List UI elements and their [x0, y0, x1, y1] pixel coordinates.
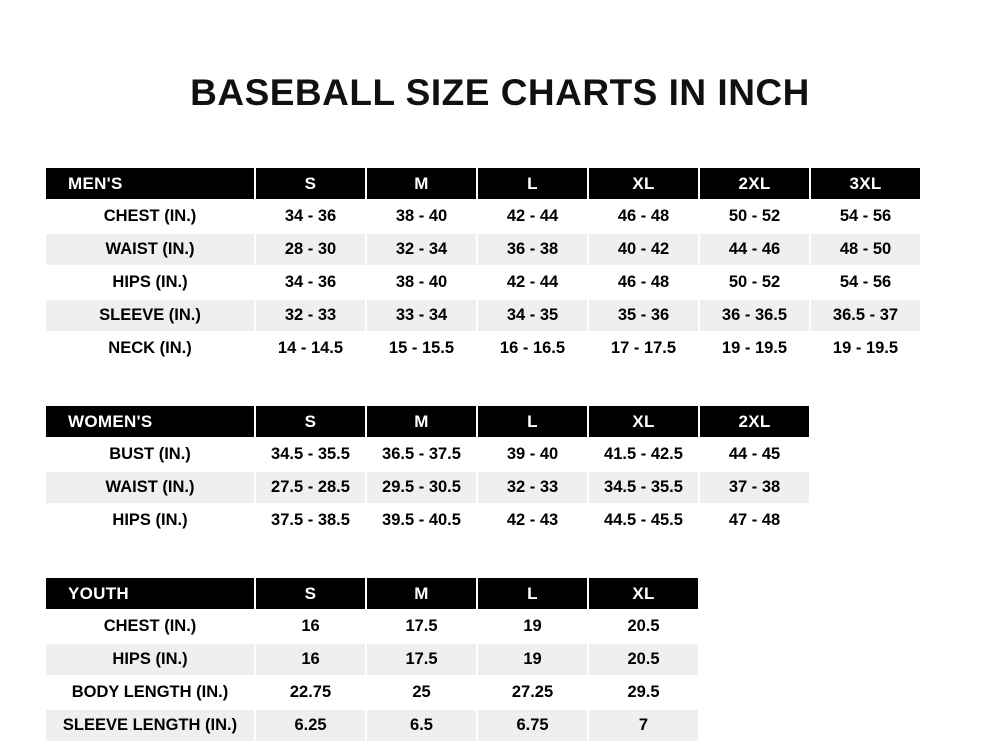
- womens-waist-l: 32 - 33: [477, 471, 588, 504]
- table-row: [45, 471, 810, 504]
- womens-waist-2xl: 37 - 38: [699, 471, 810, 504]
- table-row: [45, 266, 921, 299]
- table-row: [45, 504, 810, 537]
- mens-hips-3xl: 54 - 56: [810, 266, 921, 299]
- youth-body-length-s: 22.75: [255, 676, 366, 709]
- youth-header-m: M: [366, 577, 477, 610]
- mens-header-l: L: [477, 167, 588, 200]
- youth-body-length-m: 25: [366, 676, 477, 709]
- womens-row-label-hips: HIPS (IN.): [45, 504, 255, 537]
- mens-hips-2xl: 50 - 52: [699, 266, 810, 299]
- youth-sleeve-length-s: 6.25: [255, 709, 366, 742]
- youth-row-label-body-length: BODY LENGTH (IN.): [45, 676, 255, 709]
- youth-hips-xl: 20.5: [588, 643, 699, 676]
- youth-hips-m: 17.5: [366, 643, 477, 676]
- mens-row-label-waist: WAIST (IN.): [45, 233, 255, 266]
- mens-table-head: [45, 167, 921, 200]
- womens-waist-xl: 34.5 - 35.5: [588, 471, 699, 504]
- womens-header-m: M: [366, 405, 477, 438]
- mens-waist-xl: 40 - 42: [588, 233, 699, 266]
- womens-hips-m: 39.5 - 40.5: [366, 504, 477, 537]
- table-row: [45, 709, 699, 742]
- mens-row-label-neck: NECK (IN.): [45, 332, 255, 365]
- youth-hips-s: 16: [255, 643, 366, 676]
- mens-hips-s: 34 - 36: [255, 266, 366, 299]
- womens-header-xl: XL: [588, 405, 699, 438]
- youth-body-length-l: 27.25: [477, 676, 588, 709]
- table-row: [45, 676, 699, 709]
- mens-waist-m: 32 - 34: [366, 233, 477, 266]
- mens-chest-s: 34 - 36: [255, 200, 366, 233]
- page-title: BASEBALL SIZE CHARTS IN INCH: [190, 72, 810, 113]
- womens-waist-m: 29.5 - 30.5: [366, 471, 477, 504]
- youth-hips-l: 19: [477, 643, 588, 676]
- mens-row-label-chest: CHEST (IN.): [45, 200, 255, 233]
- mens-neck-2xl: 19 - 19.5: [699, 332, 810, 365]
- mens-row-label-hips: HIPS (IN.): [45, 266, 255, 299]
- tables-container: [0, 166, 1000, 743]
- table-header-row: [45, 167, 921, 200]
- table-row: [45, 299, 921, 332]
- table-row: [45, 610, 699, 643]
- table-header-row: [45, 577, 699, 610]
- youth-header-xl: XL: [588, 577, 699, 610]
- mens-waist-l: 36 - 38: [477, 233, 588, 266]
- womens-waist-s: 27.5 - 28.5: [255, 471, 366, 504]
- mens-chest-m: 38 - 40: [366, 200, 477, 233]
- mens-neck-m: 15 - 15.5: [366, 332, 477, 365]
- youth-chest-xl: 20.5: [588, 610, 699, 643]
- womens-hips-s: 37.5 - 38.5: [255, 504, 366, 537]
- womens-hips-xl: 44.5 - 45.5: [588, 504, 699, 537]
- youth-body-length-xl: 29.5: [588, 676, 699, 709]
- mens-neck-xl: 17 - 17.5: [588, 332, 699, 365]
- youth-size-table: [44, 576, 700, 743]
- youth-chest-l: 19: [477, 610, 588, 643]
- youth-row-label-chest: CHEST (IN.): [45, 610, 255, 643]
- table-row: [45, 233, 921, 266]
- mens-hips-xl: 46 - 48: [588, 266, 699, 299]
- youth-header-l: L: [477, 577, 588, 610]
- youth-header-s: S: [255, 577, 366, 610]
- mens-hips-m: 38 - 40: [366, 266, 477, 299]
- mens-sleeve-2xl: 36 - 36.5: [699, 299, 810, 332]
- mens-chest-3xl: 54 - 56: [810, 200, 921, 233]
- mens-hips-l: 42 - 44: [477, 266, 588, 299]
- mens-header-2xl: 2XL: [699, 167, 810, 200]
- mens-neck-s: 14 - 14.5: [255, 332, 366, 365]
- womens-bust-m: 36.5 - 37.5: [366, 438, 477, 471]
- table-row: [45, 438, 810, 471]
- womens-table-head: [45, 405, 810, 438]
- womens-row-label-waist: WAIST (IN.): [45, 471, 255, 504]
- table-header-row: [45, 405, 810, 438]
- youth-chest-s: 16: [255, 610, 366, 643]
- womens-bust-xl: 41.5 - 42.5: [588, 438, 699, 471]
- youth-row-label-sleeve-length: SLEEVE LENGTH (IN.): [45, 709, 255, 742]
- womens-bust-s: 34.5 - 35.5: [255, 438, 366, 471]
- mens-header-category: MEN'S: [45, 167, 255, 200]
- youth-header-category: YOUTH: [45, 577, 255, 610]
- womens-header-l: L: [477, 405, 588, 438]
- mens-chest-xl: 46 - 48: [588, 200, 699, 233]
- mens-header-xl: XL: [588, 167, 699, 200]
- mens-waist-3xl: 48 - 50: [810, 233, 921, 266]
- womens-header-2xl: 2XL: [699, 405, 810, 438]
- mens-header-3xl: 3XL: [810, 167, 921, 200]
- womens-header-category: WOMEN'S: [45, 405, 255, 438]
- mens-waist-s: 28 - 30: [255, 233, 366, 266]
- womens-header-s: S: [255, 405, 366, 438]
- section-spacer: [44, 538, 956, 576]
- womens-hips-l: 42 - 43: [477, 504, 588, 537]
- mens-waist-2xl: 44 - 46: [699, 233, 810, 266]
- womens-bust-l: 39 - 40: [477, 438, 588, 471]
- mens-neck-3xl: 19 - 19.5: [810, 332, 921, 365]
- mens-row-label-sleeve: SLEEVE (IN.): [45, 299, 255, 332]
- mens-chest-l: 42 - 44: [477, 200, 588, 233]
- mens-header-s: S: [255, 167, 366, 200]
- mens-chest-2xl: 50 - 52: [699, 200, 810, 233]
- youth-sleeve-length-l: 6.75: [477, 709, 588, 742]
- mens-neck-l: 16 - 16.5: [477, 332, 588, 365]
- table-row: [45, 332, 921, 365]
- youth-chest-m: 17.5: [366, 610, 477, 643]
- mens-sleeve-s: 32 - 33: [255, 299, 366, 332]
- womens-row-label-bust: BUST (IN.): [45, 438, 255, 471]
- womens-bust-2xl: 44 - 45: [699, 438, 810, 471]
- womens-size-table: [44, 404, 811, 538]
- table-row: [45, 643, 699, 676]
- youth-sleeve-length-m: 6.5: [366, 709, 477, 742]
- mens-table-body: [45, 200, 921, 365]
- youth-table-body: [45, 610, 699, 742]
- womens-hips-2xl: 47 - 48: [699, 504, 810, 537]
- section-spacer: [44, 366, 956, 404]
- youth-sleeve-length-xl: 7: [588, 709, 699, 742]
- youth-table-head: [45, 577, 699, 610]
- mens-sleeve-3xl: 36.5 - 37: [810, 299, 921, 332]
- mens-sleeve-l: 34 - 35: [477, 299, 588, 332]
- table-row: [45, 200, 921, 233]
- womens-table-body: [45, 438, 810, 537]
- mens-sleeve-xl: 35 - 36: [588, 299, 699, 332]
- mens-size-table: [44, 166, 922, 366]
- mens-sleeve-m: 33 - 34: [366, 299, 477, 332]
- mens-header-m: M: [366, 167, 477, 200]
- youth-row-label-hips: HIPS (IN.): [45, 643, 255, 676]
